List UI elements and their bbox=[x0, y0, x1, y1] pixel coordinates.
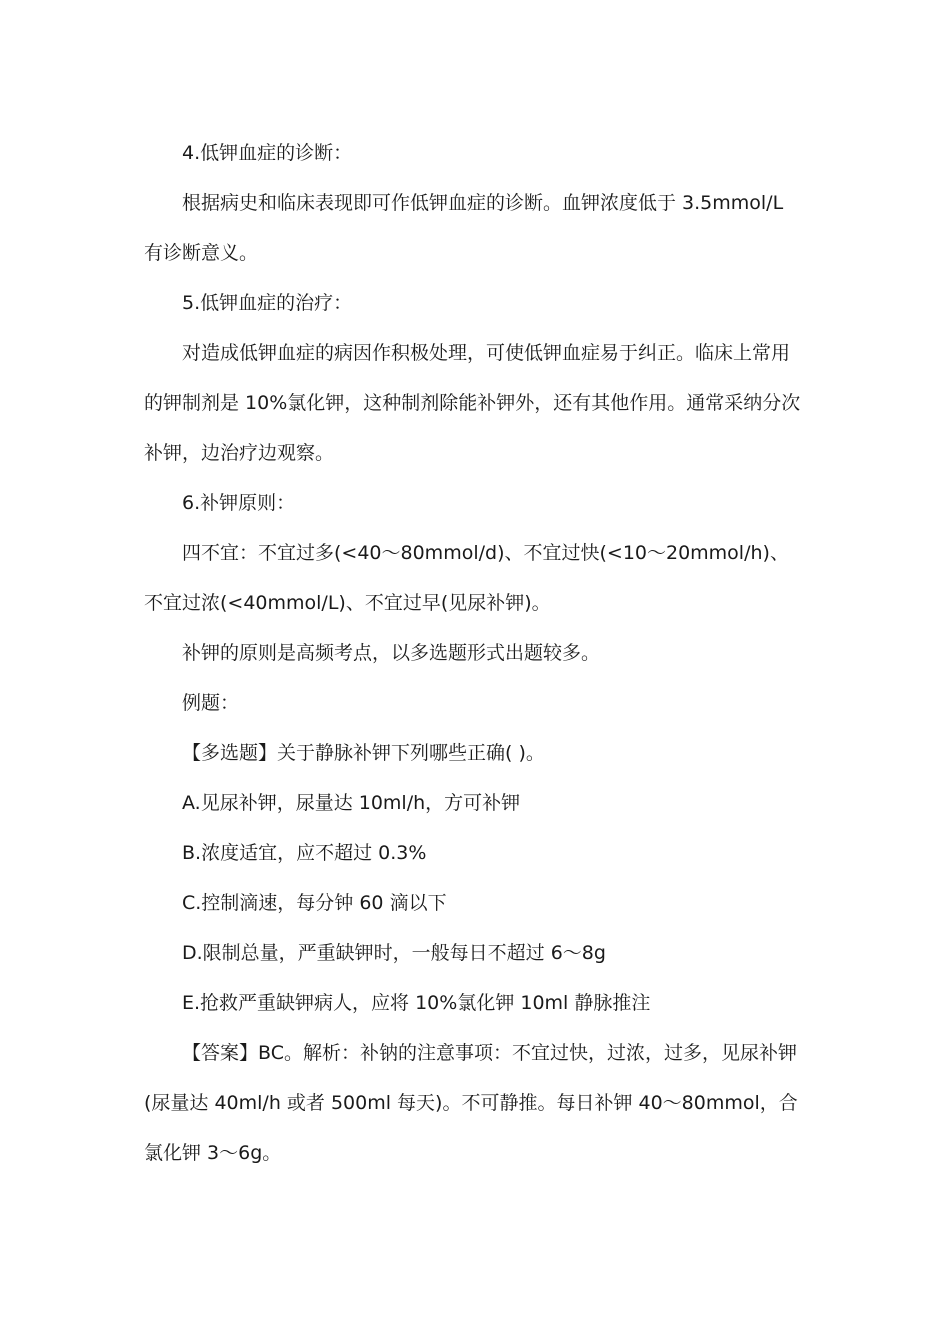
section-heading-principles: 6.补钾原则： bbox=[182, 492, 296, 514]
section-heading-treatment: 5.低钾血症的治疗： bbox=[182, 292, 353, 314]
option-d: D.限制总量，严重缺钾时，一般每日不超过 6～8g bbox=[182, 942, 606, 964]
example-heading: 例题： bbox=[182, 692, 240, 714]
paragraph-four-rules: 四不宜：不宜过多(<40～80mmol/d)、不宜过快(<10～20mmol/h)、不宜过浓(<40mmol/L)、不宜过早(见尿补钾)。 bbox=[144, 542, 789, 614]
question-stem: 【多选题】关于静脉补钾下列哪些正确( )。 bbox=[182, 742, 545, 764]
option-a: A.见尿补钾，尿量达 10ml/h，方可补钾 bbox=[182, 792, 521, 814]
paragraph-exam-note: 补钾的原则是高频考点，以多选题形式出题较多。 bbox=[182, 642, 601, 664]
document-body bbox=[144, 128, 806, 1178]
section-heading-diagnosis: 4.低钾血症的诊断： bbox=[182, 142, 353, 164]
option-c: C.控制滴速，每分钟 60 滴以下 bbox=[182, 892, 447, 914]
option-e: E.抢救严重缺钾病人，应将 10%氯化钾 10ml 静脉推注 bbox=[182, 992, 651, 1014]
paragraph-treatment: 对造成低钾血症的病因作积极处理，可使低钾血症易于纠正。临床上常用的钾制剂是 10%氯化钾，这种制剂除能补钾外，还有其他作用。通常采纳分次补钾，边治疗边观察。 bbox=[144, 342, 801, 464]
paragraph-diagnosis: 根据病史和临床表现即可作低钾血症的诊断。血钾浓度低于 3.5mmol/L 有诊断意义。 bbox=[144, 192, 784, 264]
option-b: B.浓度适宜，应不超过 0.3% bbox=[182, 842, 427, 864]
answer-explanation: 【答案】BC。解析：补钠的注意事项：不宜过快，过浓，过多，见尿补钾(尿量达 40ml/h 或者 500ml 每天)。不可静推。每日补钾 40～80mmol，合氯化钾 3～6g。 bbox=[144, 1042, 798, 1164]
